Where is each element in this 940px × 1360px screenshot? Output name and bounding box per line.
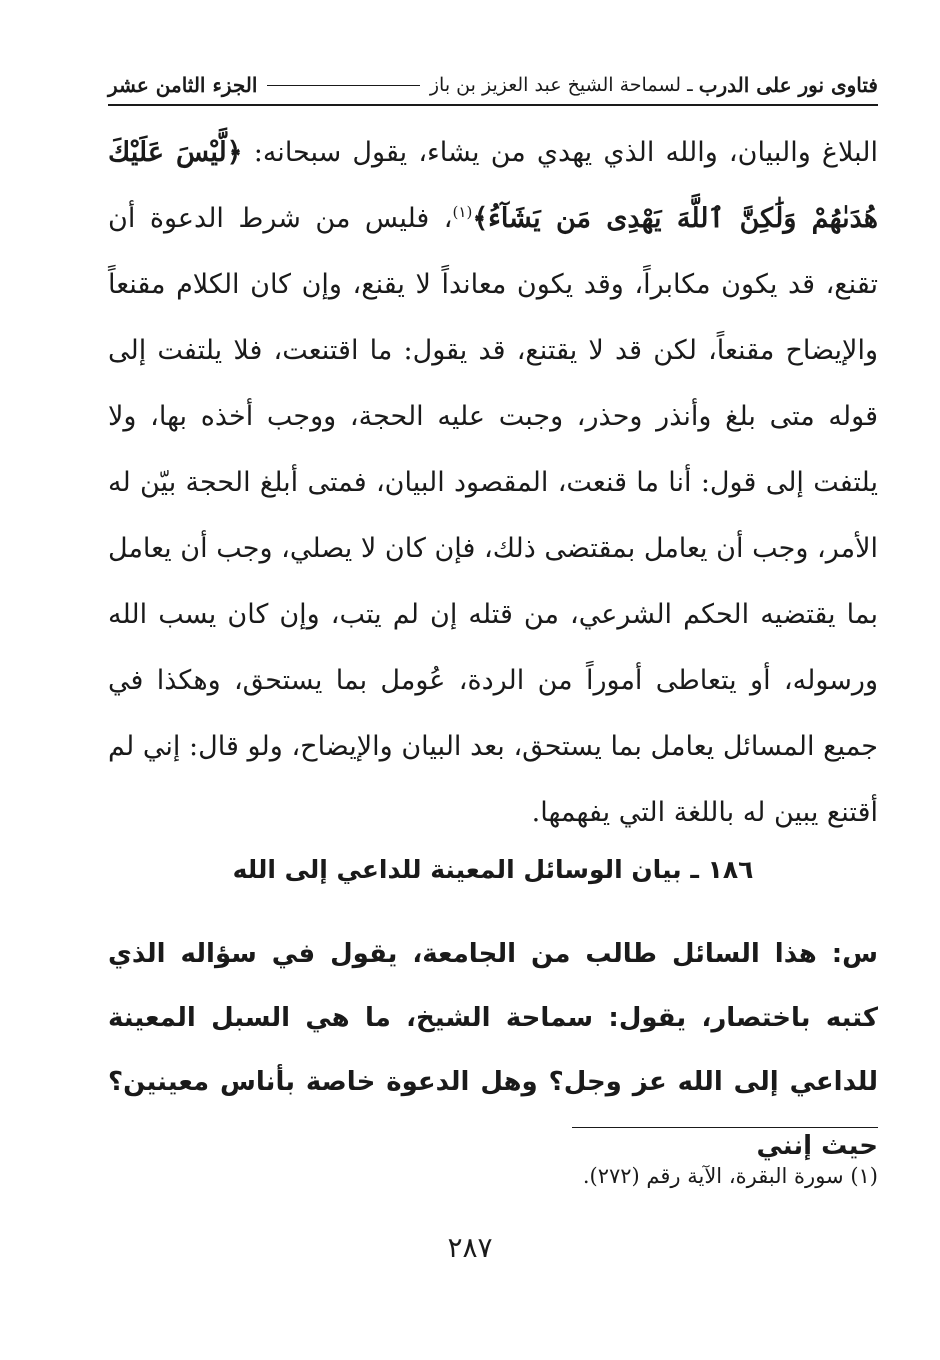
quran-verse: ﴿لَّيْسَ عَلَيْكَ هُدَىٰهُمْ وَلَٰكِنَّ ٱللَّهَ يَهْدِى مَن يَشَآءُ﴾	[108, 137, 879, 234]
page-number: ٢٨٧	[447, 1231, 493, 1264]
header-dash-line	[267, 85, 419, 86]
answer-continuation: ، فليس من شرط الدعوة أن تقنع، قد يكون مكابراً، وقد يكون معانداً لا يقنع، وإن كان الكلام مقنعاً والإيضاح مقنعاً، لكن قد لا يقتنع، قد يقول: ما اقتنعت، فلا يلتفت إلى قوله متى بلغ وأنذر وحذر، وجبت عليه الحجة، ووجب أخذه بها، ولا يلتفت إلى قول: أنا ما قنعت، المقصود البيان، فمتى أبلغ الحجة بيّن له الأمر، وجب أن يعامل بمقتضى ذلك، فإن كان لا يصلي، وجب أن يعامل بما يقتضيه الحكم الشرعي، من قتله إن لم يتب، وإن كان يسب الله ورسوله، أو يتعاطى أموراً من الردة، عُومل بما يستحق، وهكذا في جميع المسائل يعامل بما يستحق، بعد البيان والإيضاح، ولو قال: إني لم أقتنع يبين له باللغة التي يفهمها.	[108, 203, 878, 828]
section-heading: ١٨٦ ـ بيان الوسائل المعينة للداعي إلى الله	[232, 855, 754, 884]
book-author: ـ لسماحة الشيخ عبد العزيز بن باز	[429, 74, 693, 96]
footnote-reference: (١)	[452, 203, 473, 221]
answer-paragraph	[108, 120, 878, 846]
footnote-separator	[572, 1127, 878, 1128]
book-title: فتاوى نور على الدرب	[698, 73, 878, 97]
answer-intro: البلاغ والبيان، والله الذي يهدي من يشاء، يقول سبحانه:	[242, 137, 879, 168]
volume-label: الجزء الثامن عشر	[108, 73, 258, 97]
header-rule	[108, 104, 878, 106]
running-header	[108, 68, 878, 102]
footnote: (١) سورة البقرة، الآية رقم (٢٧٢).	[582, 1164, 878, 1188]
main-text	[108, 120, 878, 846]
question-block	[108, 922, 878, 1178]
question-text: س: هذا السائل طالب من الجامعة، يقول في سؤاله الذي كتبه باختصار، يقول: سماحة الشيخ، ما هي السبل المعينة للداعي إلى الله عز وجل؟ وهل الدعوة خاصة بأناس معينين؟ حيث إنني	[108, 939, 878, 1161]
